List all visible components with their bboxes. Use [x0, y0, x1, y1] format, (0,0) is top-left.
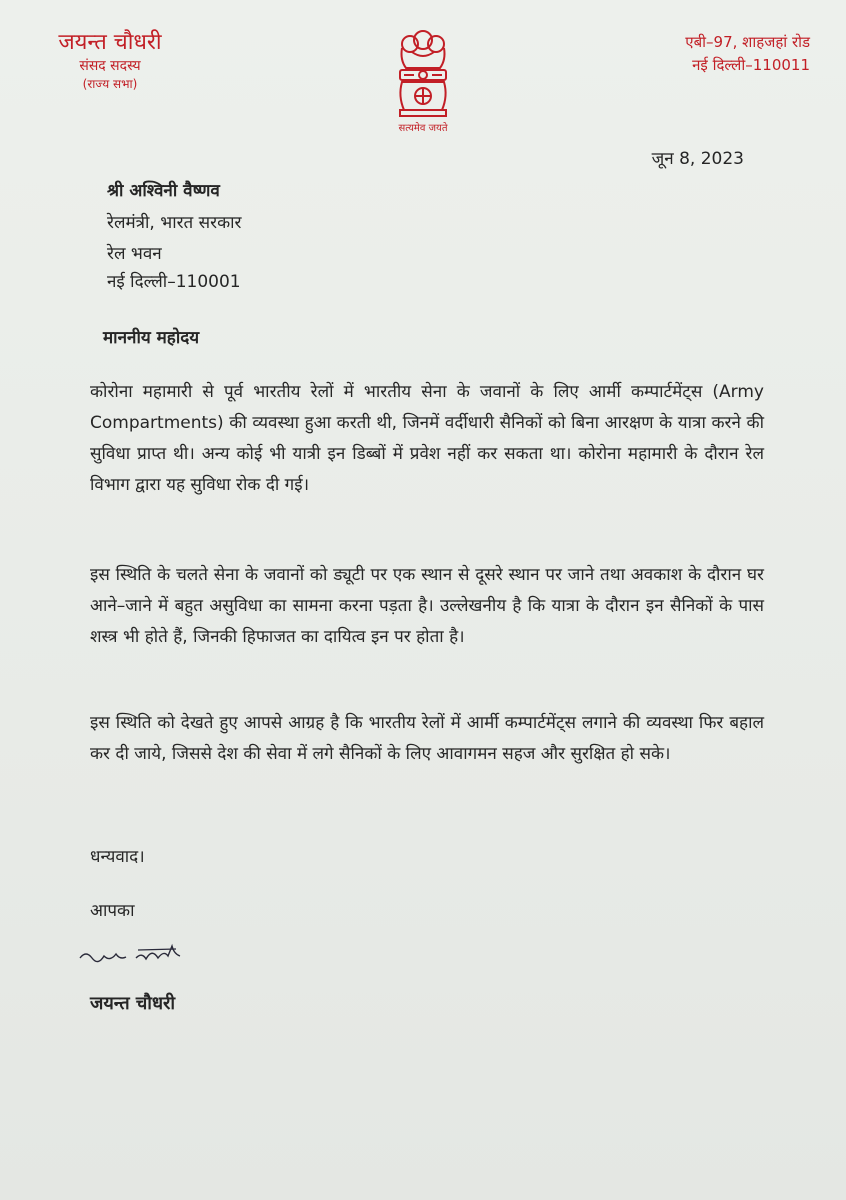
recipient-office: रेल भवन	[107, 244, 162, 264]
body-paragraph-2: इस स्थिति के चलते सेना के जवानों को ड्यूटी पर एक स्थान से दूसरे स्थान पर जाने तथा अवकाश के दौरान घर आने–जाने में बहुत असुविधा का सामना करना पड़ता है। उल्लेखनीय है कि यात्रा के दौरान इन सैनिकों के पास शस्त्र भी होते हैं, जिनकी हिफाजत का दायित्व इन पर होता है।	[90, 565, 764, 647]
recipient-name: श्री अश्विनी वैष्णव	[107, 181, 220, 201]
body-paragraph-1: कोरोना महामारी से पूर्व भारतीय रेलों में भारतीय सेना के जवानों के लिए आर्मी कम्पार्टमेंट्स (Army Compartments) की व्यवस्था हुआ करती थी, जिनमें वर्दीधारी सैनिकों को बिना आरक्षण के यात्रा करने की सुविधा प्राप्त थी। अन्य कोई भी यात्री इन डिब्बों में प्रवेश नहीं कर सकता था। कोरोना महामारी के दौरान रेल विभाग द्वारा यह सुविधा रोक दी गई।	[90, 382, 764, 495]
ashoka-emblem-icon	[390, 30, 456, 122]
body-paragraph-3: इस स्थिति को देखते हुए आपसे आग्रह है कि भारतीय रेलों में आर्मी कम्पार्टमेंट्स लगाने की व्यवस्था फिर बहाल कर दी जाये, जिससे देश की सेवा में लगे सैनिकों के लिए आवागमन सहज और सुरक्षित हो सके।	[90, 713, 764, 764]
emblem-motto: सत्यमेव जयते	[398, 123, 448, 134]
sender-designation: संसद सदस्य	[79, 58, 141, 74]
sender-address-line1: एबी–97, शाहजहां रोड	[685, 33, 810, 51]
salutation: माननीय महोदय	[103, 328, 200, 348]
recipient-city: नई दिल्ली–110001	[107, 272, 241, 292]
letter-date: जून 8, 2023	[651, 149, 744, 169]
recipient-designation: रेलमंत्री, भारत सरकार	[107, 213, 242, 233]
sender-house: (राज्य सभा)	[82, 77, 138, 91]
closing-line: आपका	[90, 901, 135, 921]
sender-address-line2: नई दिल्ली–110011	[692, 56, 810, 74]
signatory-name: जयन्त चौधरी	[90, 993, 176, 1014]
signature-icon	[76, 940, 196, 970]
sender-name: जयन्त चौधरी	[58, 30, 162, 55]
thanks-line: धन्यवाद।	[90, 847, 145, 867]
